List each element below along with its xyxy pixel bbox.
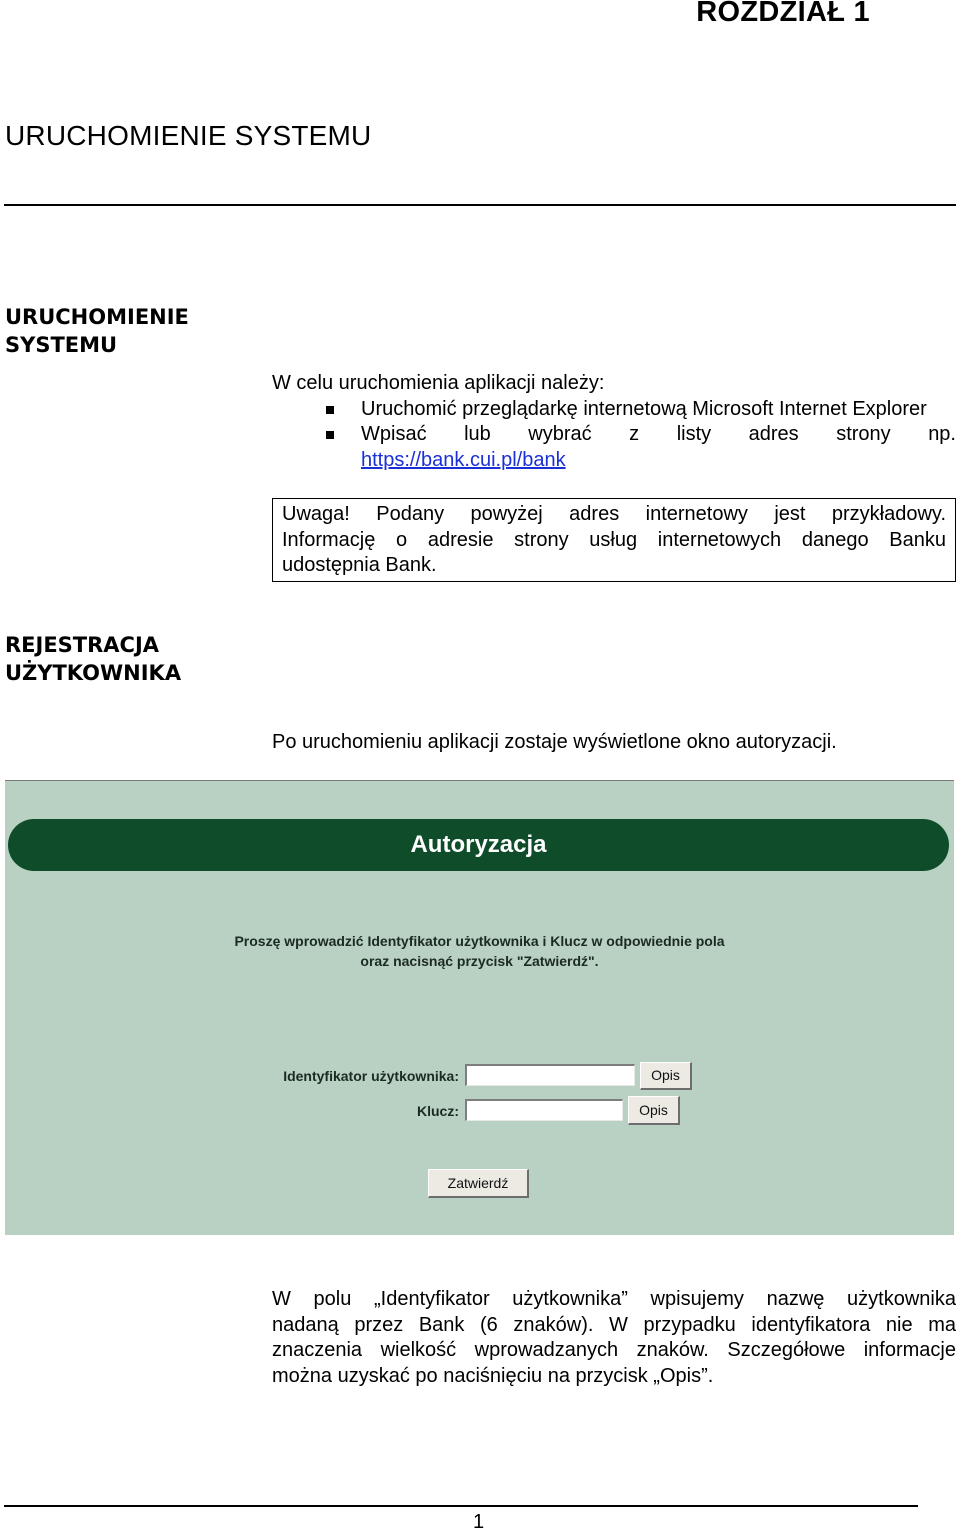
- bullet-square-icon: [326, 431, 334, 439]
- user-id-description: [272, 1287, 956, 1389]
- key-input[interactable]: [465, 1099, 623, 1121]
- paragraph-line: znaczenia wielkość wprowadzanych znaków. Szczegółowe informacje: [272, 1339, 956, 1361]
- startup-instructions: [272, 371, 956, 473]
- authorization-instruction: [5, 931, 954, 971]
- section-heading-line: URUCHOMIENIE: [5, 305, 189, 329]
- startup-intro: W celu uruchomienia aplikacji należy:: [272, 372, 605, 394]
- section-heading-registration: [5, 631, 255, 687]
- list-item: [272, 422, 956, 473]
- note-line: Informację o adresie strony usług internetowych danego Banku: [282, 528, 946, 551]
- page-number: 1: [473, 1511, 485, 1533]
- registration-intro: Po uruchomieniu aplikacji zostaje wyświetlone okno autoryzacji.: [272, 731, 837, 753]
- key-label: Klucz:: [417, 1103, 459, 1119]
- note-line: udostępnia Bank.: [282, 554, 437, 576]
- note-line: Uwaga! Podany powyżej adres internetowy jest przykładowy.: [282, 503, 946, 525]
- note-box: [272, 498, 956, 582]
- instruction-line: oraz nacisnąć przycisk "Zatwierdź".: [360, 953, 599, 969]
- section-heading-line: SYSTEMU: [5, 333, 118, 357]
- paragraph-line: nadaną przez Bank (6 znaków). W przypadku identyfikatora nie ma: [272, 1313, 956, 1336]
- paragraph-line: można uzyskać po naciśnięciu na przycisk „Opis”.: [272, 1364, 714, 1387]
- startup-steps-list: [272, 397, 956, 474]
- section-heading-line: REJESTRACJA: [5, 633, 160, 657]
- authorization-window-screenshot: [5, 780, 954, 1235]
- instruction-line: Proszę wprowadzić Identyfikator użytkownika i Klucz w odpowiednie pola: [234, 933, 725, 949]
- top-divider: [4, 204, 956, 206]
- step-text: [361, 422, 956, 473]
- step-text-span: Wpisać lub wybrać z listy adres strony np.: [361, 423, 956, 445]
- page-title: URUCHOMIENIE SYSTEMU: [5, 120, 372, 151]
- section-heading-line: UŻYTKOWNIKA: [5, 661, 182, 685]
- user-id-input[interactable]: [465, 1064, 635, 1086]
- list-item: [272, 397, 956, 423]
- bank-url-link[interactable]: https://bank.cui.pl/bank: [361, 448, 566, 471]
- user-id-label: Identyfikator użytkownika:: [283, 1068, 459, 1084]
- footer-divider: [4, 1505, 918, 1507]
- step-text: Uruchomić przeglądarkę internetową Microsoft Internet Explorer: [361, 397, 927, 420]
- paragraph-line: W polu „Identyfikator użytkownika” wpisujemy nazwę użytkownika: [272, 1288, 956, 1310]
- submit-button[interactable]: Zatwierdź: [428, 1169, 529, 1198]
- authorization-banner: Autoryzacja: [8, 819, 949, 871]
- key-opis-button[interactable]: Opis: [628, 1096, 680, 1125]
- chapter-heading: ROZDZIAŁ 1: [696, 0, 870, 28]
- user-id-opis-button[interactable]: Opis: [640, 1062, 692, 1090]
- bullet-square-icon: [326, 406, 334, 414]
- section-heading-startup: [5, 303, 255, 359]
